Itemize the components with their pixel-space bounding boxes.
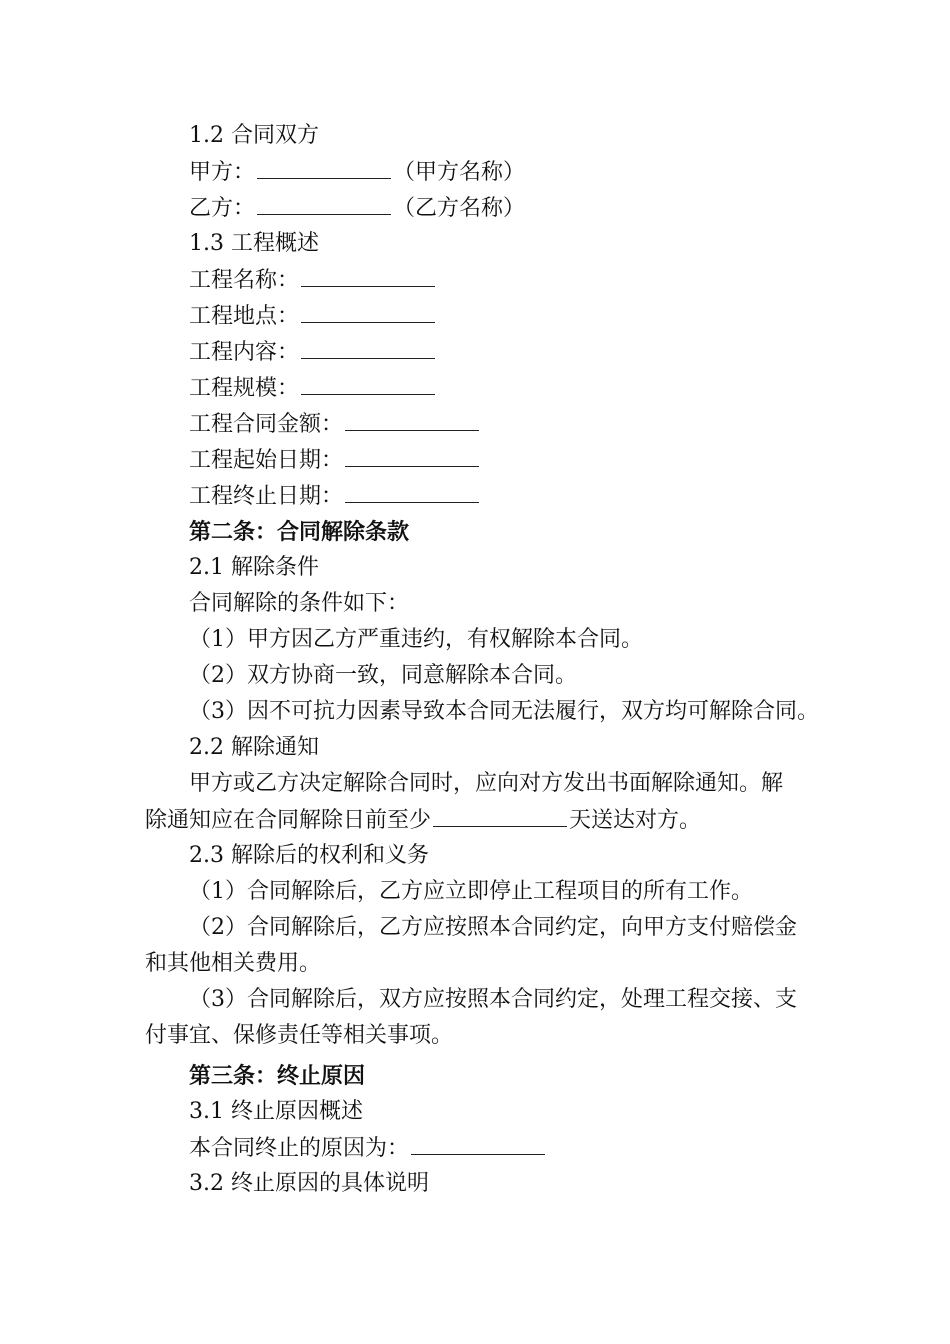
party-a-line bbox=[145, 154, 859, 190]
paragraph-text: 本合同终止的原因为： bbox=[189, 1136, 410, 1161]
project-location-line bbox=[145, 298, 859, 334]
paragraph-text: 天送达对方。 bbox=[569, 808, 702, 833]
end-date-blank[interactable] bbox=[345, 478, 479, 503]
contract-amount-blank[interactable] bbox=[345, 406, 479, 431]
list-item-continuation: 和其他相关费用。 bbox=[145, 951, 322, 976]
section-2-1-heading: 2.1 解除条件 bbox=[189, 555, 319, 580]
start-date-blank[interactable] bbox=[345, 442, 479, 467]
termination-reason-line bbox=[145, 1130, 859, 1166]
article-2-title: 第二条：合同解除条款 bbox=[189, 519, 410, 545]
paragraph-text: 除通知应在合同解除日前至少 bbox=[145, 808, 432, 833]
section-3-2-heading: 3.2 终止原因的具体说明 bbox=[189, 1171, 429, 1196]
party-b-hint: （乙方名称） bbox=[393, 196, 526, 221]
section-1-2-heading: 1.2 合同双方 bbox=[189, 123, 319, 148]
section-1-3-heading: 1.3 工程概述 bbox=[189, 231, 319, 256]
list-item: （3）合同解除后，双方应按照本合同约定，处理工程交接、支 bbox=[189, 987, 797, 1012]
paragraph-line: 甲方或乙方决定解除合同时，应向对方发出书面解除通知。解 bbox=[189, 771, 784, 796]
notice-days-line bbox=[145, 802, 815, 838]
notice-days-blank[interactable] bbox=[433, 802, 567, 827]
party-b-line bbox=[145, 190, 859, 226]
section-2-1-intro: 合同解除的条件如下： bbox=[189, 591, 410, 616]
project-content-line bbox=[145, 334, 859, 370]
field-label: 工程规模： bbox=[189, 376, 300, 401]
project-location-blank[interactable] bbox=[301, 298, 435, 323]
contract-amount-line bbox=[145, 406, 859, 442]
list-item: （2）双方协商一致，同意解除本合同。 bbox=[189, 663, 577, 688]
termination-reason-blank[interactable] bbox=[411, 1130, 545, 1155]
section-3-1-heading: 3.1 终止原因概述 bbox=[189, 1099, 363, 1124]
party-b-label: 乙方： bbox=[189, 196, 256, 221]
field-label: 工程内容： bbox=[189, 340, 300, 365]
list-item: （1）甲方因乙方严重违约，有权解除本合同。 bbox=[189, 627, 643, 652]
project-name-line bbox=[145, 262, 859, 298]
field-label: 工程地点： bbox=[189, 304, 300, 329]
party-a-blank[interactable] bbox=[257, 154, 391, 179]
project-name-blank[interactable] bbox=[301, 262, 435, 287]
list-item-continuation: 付事宜、保修责任等相关事项。 bbox=[145, 1023, 454, 1048]
section-2-3-heading: 2.3 解除后的权利和义务 bbox=[189, 843, 429, 868]
list-item: （2）合同解除后，乙方应按照本合同约定，向甲方支付赔偿金 bbox=[189, 915, 797, 940]
party-a-label: 甲方： bbox=[189, 160, 256, 185]
start-date-line bbox=[145, 442, 859, 478]
project-content-blank[interactable] bbox=[301, 334, 435, 359]
article-3-title: 第三条：终止原因 bbox=[189, 1063, 366, 1089]
project-scale-blank[interactable] bbox=[301, 370, 435, 395]
field-label: 工程终止日期： bbox=[189, 484, 344, 509]
list-item: （1）合同解除后，乙方应立即停止工程项目的所有工作。 bbox=[189, 879, 753, 904]
list-item: （3）因不可抗力因素导致本合同无法履行，双方均可解除合同。 bbox=[189, 699, 819, 724]
project-scale-line bbox=[145, 370, 859, 406]
field-label: 工程起始日期： bbox=[189, 448, 344, 473]
party-b-blank[interactable] bbox=[257, 190, 391, 215]
end-date-line bbox=[145, 478, 859, 514]
field-label: 工程名称： bbox=[189, 268, 300, 293]
party-a-hint: （甲方名称） bbox=[393, 160, 526, 185]
section-2-2-heading: 2.2 解除通知 bbox=[189, 735, 319, 760]
field-label: 工程合同金额： bbox=[189, 412, 344, 437]
